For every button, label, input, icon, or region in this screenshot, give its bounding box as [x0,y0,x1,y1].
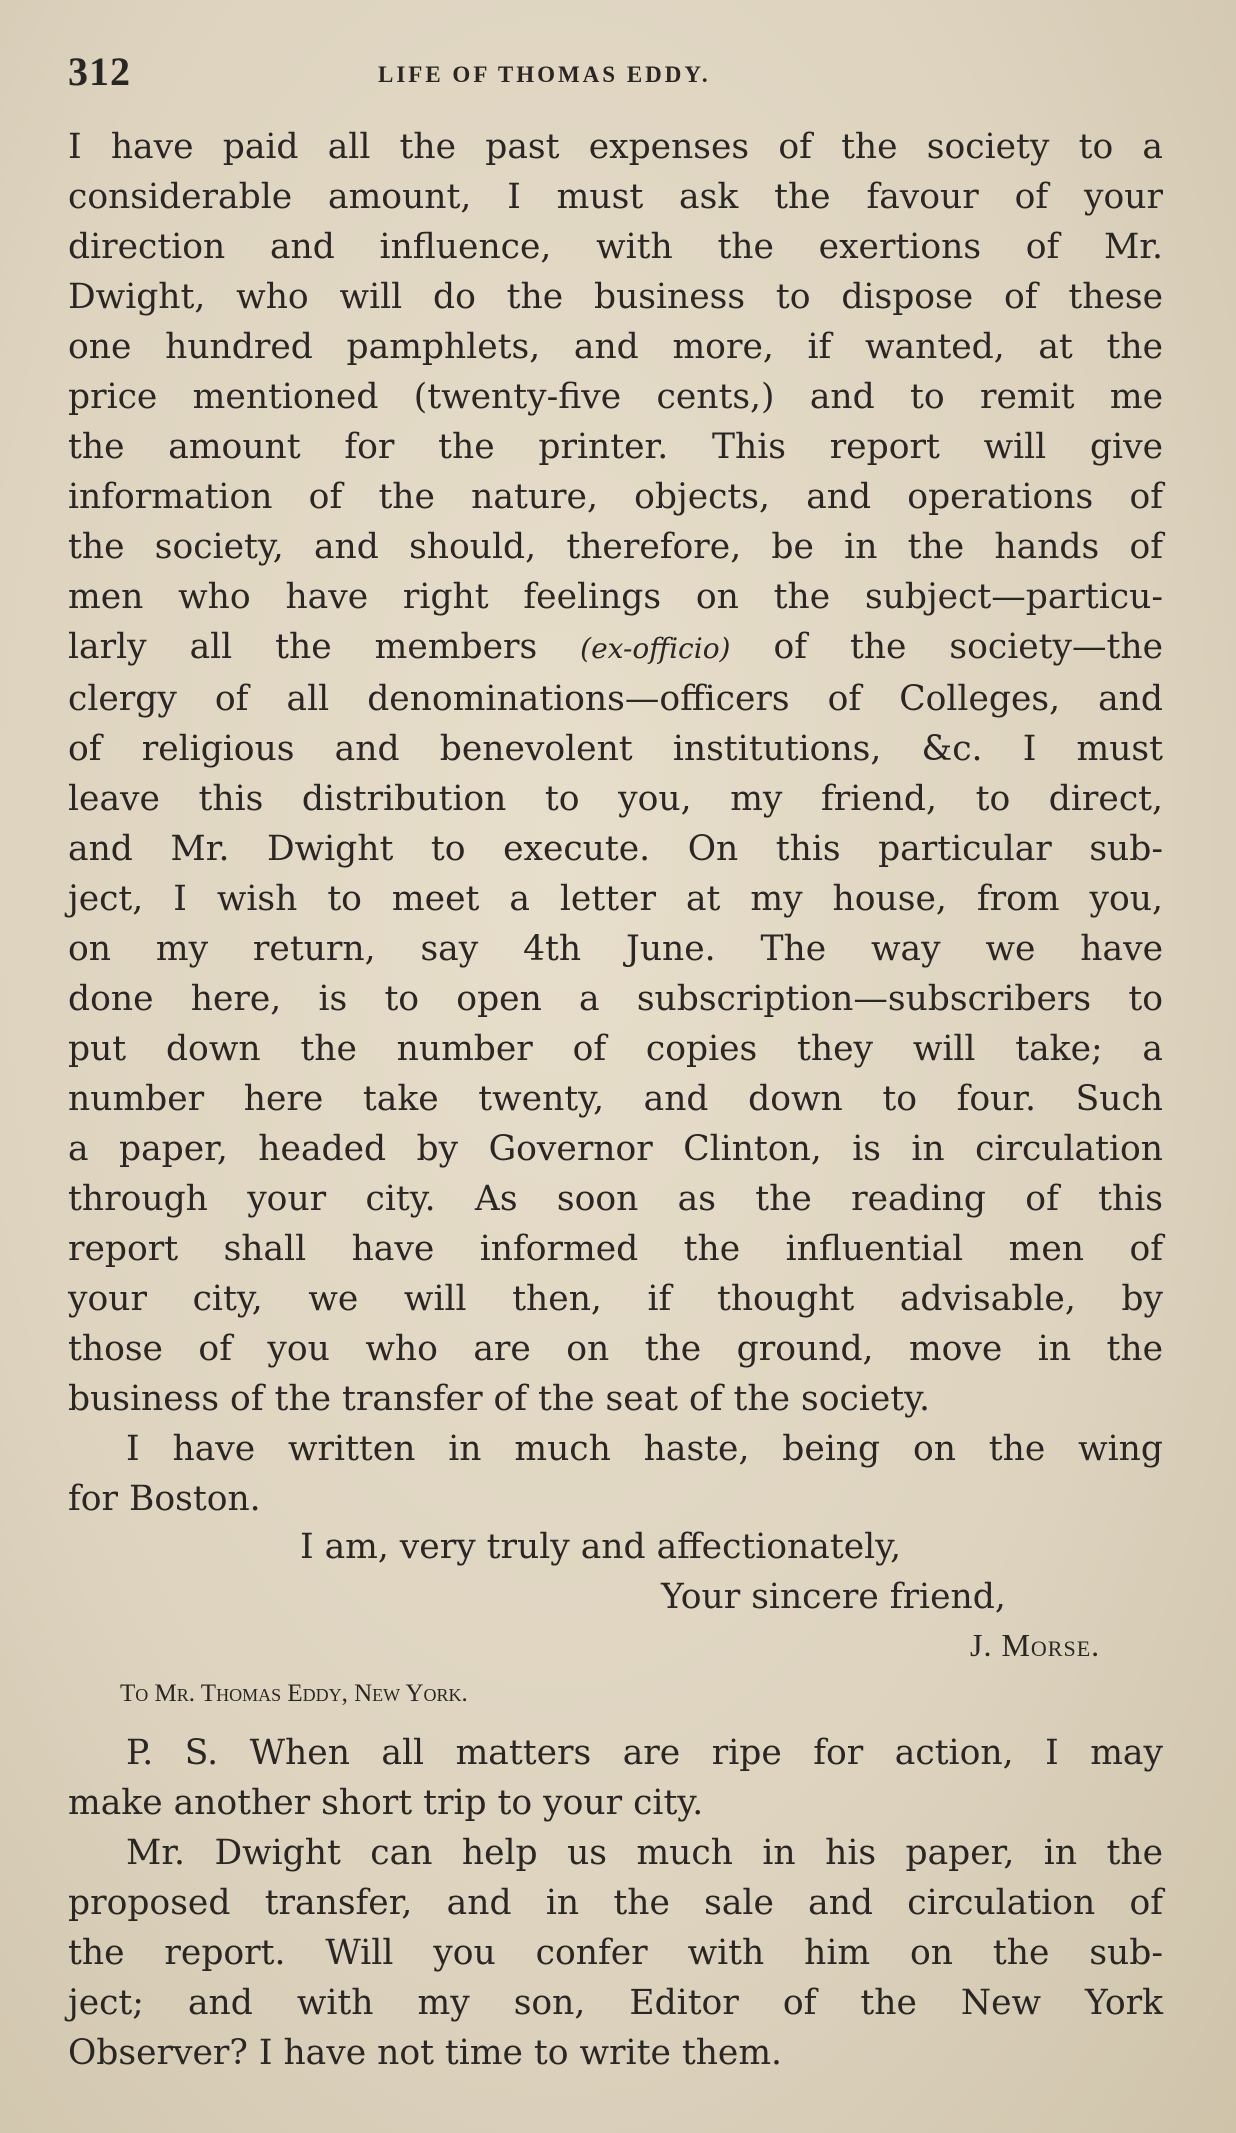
complimentary-close: Your sincere friend, [661,1577,1006,1617]
postscript-paragraph-1 [68,1728,1163,1828]
body-line: done here, is to open a subscription—subscribers to [68,979,1163,1019]
signature [970,1627,1100,1664]
body-line: number here take twenty, and down to four. Such [68,1079,1163,1119]
letter-body [68,122,1163,1524]
postscript-paragraph-2 [68,1828,1163,2078]
postscript-line: Mr. Dwight can help us much in his paper, in the [126,1833,1163,1873]
body-line: report shall have informed the influential men of [68,1229,1163,1269]
body-line: I have paid all the past expenses of the society to a [68,127,1163,167]
signature-name: Morse. [1001,1627,1101,1663]
body-line: the society, and should, therefore, be in the hands of [68,527,1163,567]
page-number: 312 [68,49,131,94]
body-line: on my return, say 4th June. The way we have [68,929,1163,969]
body-line-end: of the society—the [773,627,1164,667]
postscript-line: ject; and with my son, Editor of the New York [68,1983,1163,2023]
postscript-line: the report. Will you confer with him on the sub- [68,1933,1163,1973]
body-line-ex-officio [68,622,1163,674]
body-line-start: larly all the members [68,627,538,667]
body-line: I have written in much haste, being on the wing [126,1429,1163,1469]
ex-officio-italic: (ex-officio) [580,632,731,665]
body-line: and Mr. Dwight to execute. On this particular sub- [68,829,1163,869]
postscript-line: Observer? I have not time to write them. [68,2033,783,2073]
postscript-line: P. S. When all matters are ripe for action, I may [126,1733,1163,1773]
running-head [68,48,1163,98]
body-line: your city, we will then, if thought advisable, by [68,1279,1163,1319]
body-line: put down the number of copies they will take; a [68,1029,1163,1069]
postscript-line: make another short trip to your city. [68,1783,704,1823]
body-line: ject, I wish to meet a letter at my house, from you, [68,879,1163,919]
body-line: information of the nature, objects, and operations of [68,477,1163,517]
body-line: price mentioned (twenty-five cents,) and to remit me [68,377,1163,417]
body-line: leave this distribution to you, my friend, to direct, [68,779,1163,819]
body-line: direction and influence, with the exertions of Mr. [68,227,1163,267]
body-line: those of you who are on the ground, move in the [68,1329,1163,1369]
body-line: for Boston. [68,1479,261,1519]
running-title: LIFE OF THOMAS EDDY. [378,62,711,87]
addressee-line: To Mr. Thomas Eddy, New York. [120,1680,468,1707]
body-line: business of the transfer of the seat of the society. [68,1379,930,1419]
signature-initial: J. [970,1627,993,1663]
body-line: a paper, headed by Governor Clinton, is in circulation [68,1129,1163,1169]
postscript-line: proposed transfer, and in the sale and circulation of [68,1883,1163,1923]
body-line: of religious and benevolent institutions, &c. I must [68,729,1163,769]
body-line: one hundred pamphlets, and more, if wanted, at the [68,327,1163,367]
body-line: the amount for the printer. This report will give [68,427,1163,467]
body-line: through your city. As soon as the reading of this [68,1179,1163,1219]
body-line: men who have right feelings on the subject—particu- [68,577,1163,617]
valediction: I am, very truly and affectionately, [300,1527,902,1567]
body-line: clergy of all denominations—officers of Colleges, and [68,679,1163,719]
body-line: Dwight, who will do the business to dispose of these [68,277,1163,317]
body-line: considerable amount, I must ask the favour of your [68,177,1163,217]
